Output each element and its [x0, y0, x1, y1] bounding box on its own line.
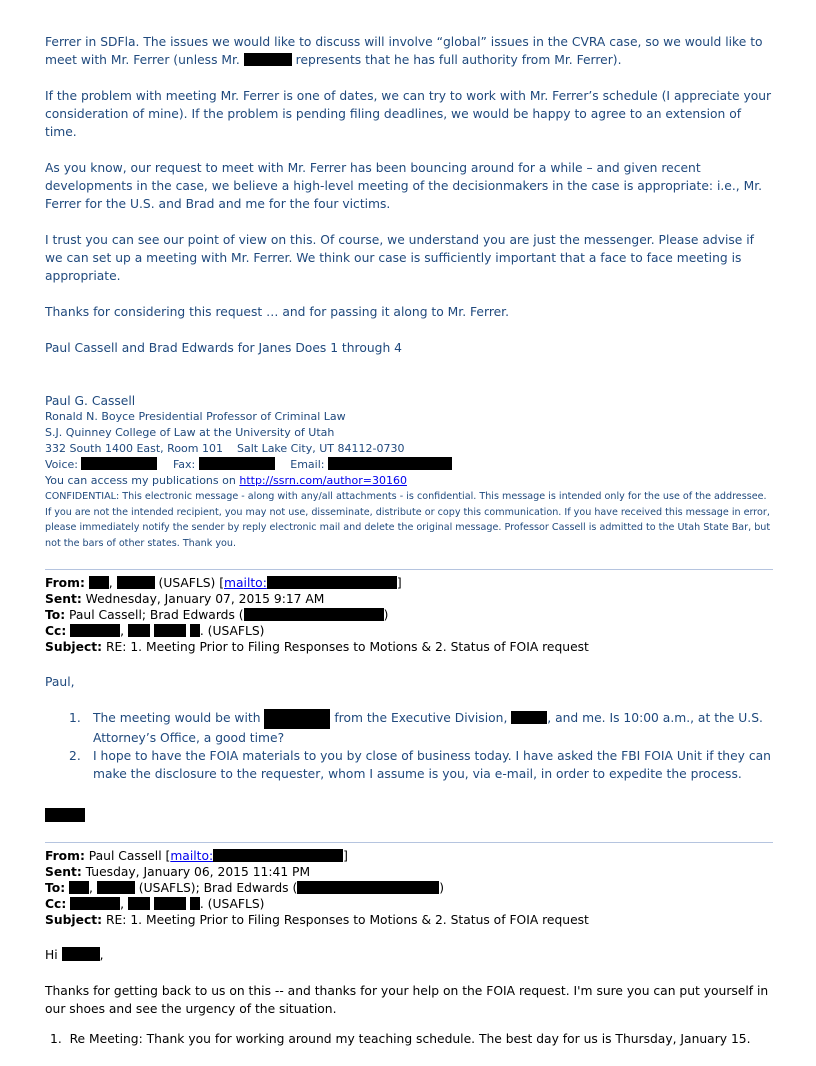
list-item: 2. I hope to have the FOIA materials to you by close of business today. I have asked the FBI FOIA Unit if they can make the disclosure to the requester, whom I assume is you, via e-mail, in order to expedite the process.: [69, 749, 771, 781]
signature-contact: Voice: Fax: Email:: [45, 457, 773, 473]
cc-line: Cc: , . (USAFLS): [45, 897, 265, 911]
redaction: [81, 457, 157, 470]
signature-college: S.J. Quinney College of Law at the University of Utah: [45, 426, 335, 439]
to-line: To: , (USAFLS); Brad Edwards ( ): [45, 881, 445, 895]
redaction: [190, 897, 200, 910]
paragraph-1: Ferrer in SDFla. The issues we would like to discuss will involve “global” issues in the CVRA case, so we would like to meet with Mr. Ferrer (unless Mr. represents that he has full authority from Mr. Ferrer).: [45, 35, 763, 67]
redaction: [264, 709, 330, 729]
email-header-1: [45, 575, 773, 655]
redaction: [69, 881, 89, 894]
greeting: Hi ,: [45, 948, 104, 962]
redaction: [128, 897, 150, 910]
redaction: [199, 457, 275, 470]
redaction: [244, 608, 384, 621]
redaction: [70, 897, 120, 910]
greeting: Paul,: [45, 675, 75, 689]
redaction: [154, 897, 186, 910]
redaction: [70, 624, 120, 637]
ssrn-link[interactable]: http://ssrn.com/author=30160: [239, 474, 407, 487]
separator-line: [45, 842, 773, 843]
subject-line: Subject: RE: 1. Meeting Prior to Filing Responses to Motions & 2. Status of FOIA request: [45, 640, 589, 654]
redaction: [89, 576, 109, 589]
redaction: [45, 808, 85, 822]
email-body-top: [45, 33, 773, 357]
list-item: 1. Re Meeting: Thank you for working around my teaching schedule. The best day for us is Thursday, January 15.: [50, 1032, 751, 1046]
from-line: From: , (USAFLS) [mailto: ]: [45, 576, 402, 590]
paragraph-thanks: Thanks for getting back to us on this -- and thanks for your help on the FOIA request. I'm sure you can put yourself in our shoes and see the urgency of the situation.: [45, 984, 769, 1016]
redaction: [117, 576, 155, 589]
sent-line: Sent: Tuesday, January 06, 2015 11:41 PM: [45, 865, 311, 879]
redaction: [267, 576, 397, 589]
signature-name: Paul G. Cassell: [45, 394, 136, 408]
reply-2-body: [45, 946, 773, 1048]
sent-line: Sent: Wednesday, January 07, 2015 9:17 AM: [45, 592, 325, 606]
mailto-link[interactable]: mailto:: [224, 576, 267, 590]
list-item: 1. The meeting would be with from the Executive Division, , and me. Is 10:00 a.m., at the U.S. Attorney’s Office, a good time?: [69, 711, 763, 745]
paragraph-6: Paul Cassell and Brad Edwards for Janes Does 1 through 4: [45, 341, 402, 355]
redaction: [328, 457, 452, 470]
redaction: [154, 624, 186, 637]
signature-address: 332 South 1400 East, Room 101 Salt Lake City, UT 84112-0730: [45, 442, 405, 455]
from-line: From: Paul Cassell [mailto: ]: [45, 849, 348, 863]
email-document: [45, 33, 773, 1066]
paragraph-3: As you know, our request to meet with Mr. Ferrer has been bouncing around for a while – and given recent developments in the case, we believe a high-level meeting of the decisionmakers in the case is appropriate: i.e., Mr. Ferrer for the U.S. and Brad and me for the four victims.: [45, 161, 763, 211]
reply-1-list: [45, 709, 773, 783]
separator-line: [45, 569, 773, 570]
reply-1-body: [45, 673, 773, 824]
confidentiality-notice: CONFIDENTIAL: This electronic message - along with any/all attachments - is confidential. This message is intended only for the use of the addressee. If you are not the intended recipient, you may not use, disseminate, distribute or copy this communication. If you have received this message in error, please immediately notify the sender by reply electronic mail and delete the original message. Professor Cassell is admitted to the Utah State Bar, but not the bars of other states. Thank you.: [45, 491, 771, 549]
redaction: [244, 53, 292, 66]
paragraph-5: Thanks for considering this request … and for passing it along to Mr. Ferrer.: [45, 305, 510, 319]
signature-title: Ronald N. Boyce Presidential Professor of Criminal Law: [45, 410, 346, 423]
to-line: To: Paul Cassell; Brad Edwards ( ): [45, 608, 389, 622]
mailto-link[interactable]: mailto:: [170, 849, 214, 863]
redaction: [297, 881, 439, 894]
signature-block: [45, 393, 773, 551]
cc-line: Cc: , . (USAFLS): [45, 624, 265, 638]
sender-initials: [45, 805, 773, 824]
email-header-2: [45, 848, 773, 928]
paragraph-2: If the problem with meeting Mr. Ferrer is one of dates, we can try to work with Mr. Ferrer’s schedule (I appreciate your consideration of mine). If the problem is pending filing deadlines, we would be happy to agree to an extension of time.: [45, 89, 772, 139]
signature-publications: You can access my publications on http://ssrn.com/author=30160: [45, 474, 407, 487]
redaction: [97, 881, 135, 894]
redaction: [213, 849, 343, 862]
subject-line: Subject: RE: 1. Meeting Prior to Filing Responses to Motions & 2. Status of FOIA request: [45, 913, 589, 927]
redaction: [62, 947, 100, 961]
redaction: [190, 624, 200, 637]
redaction: [511, 711, 547, 724]
paragraph-4: I trust you can see our point of view on this. Of course, we understand you are just the messenger. Please advise if we can set up a meeting with Mr. Ferrer. We think our case is sufficiently important that a face to face meeting is appropriate.: [45, 233, 755, 283]
redaction: [128, 624, 150, 637]
